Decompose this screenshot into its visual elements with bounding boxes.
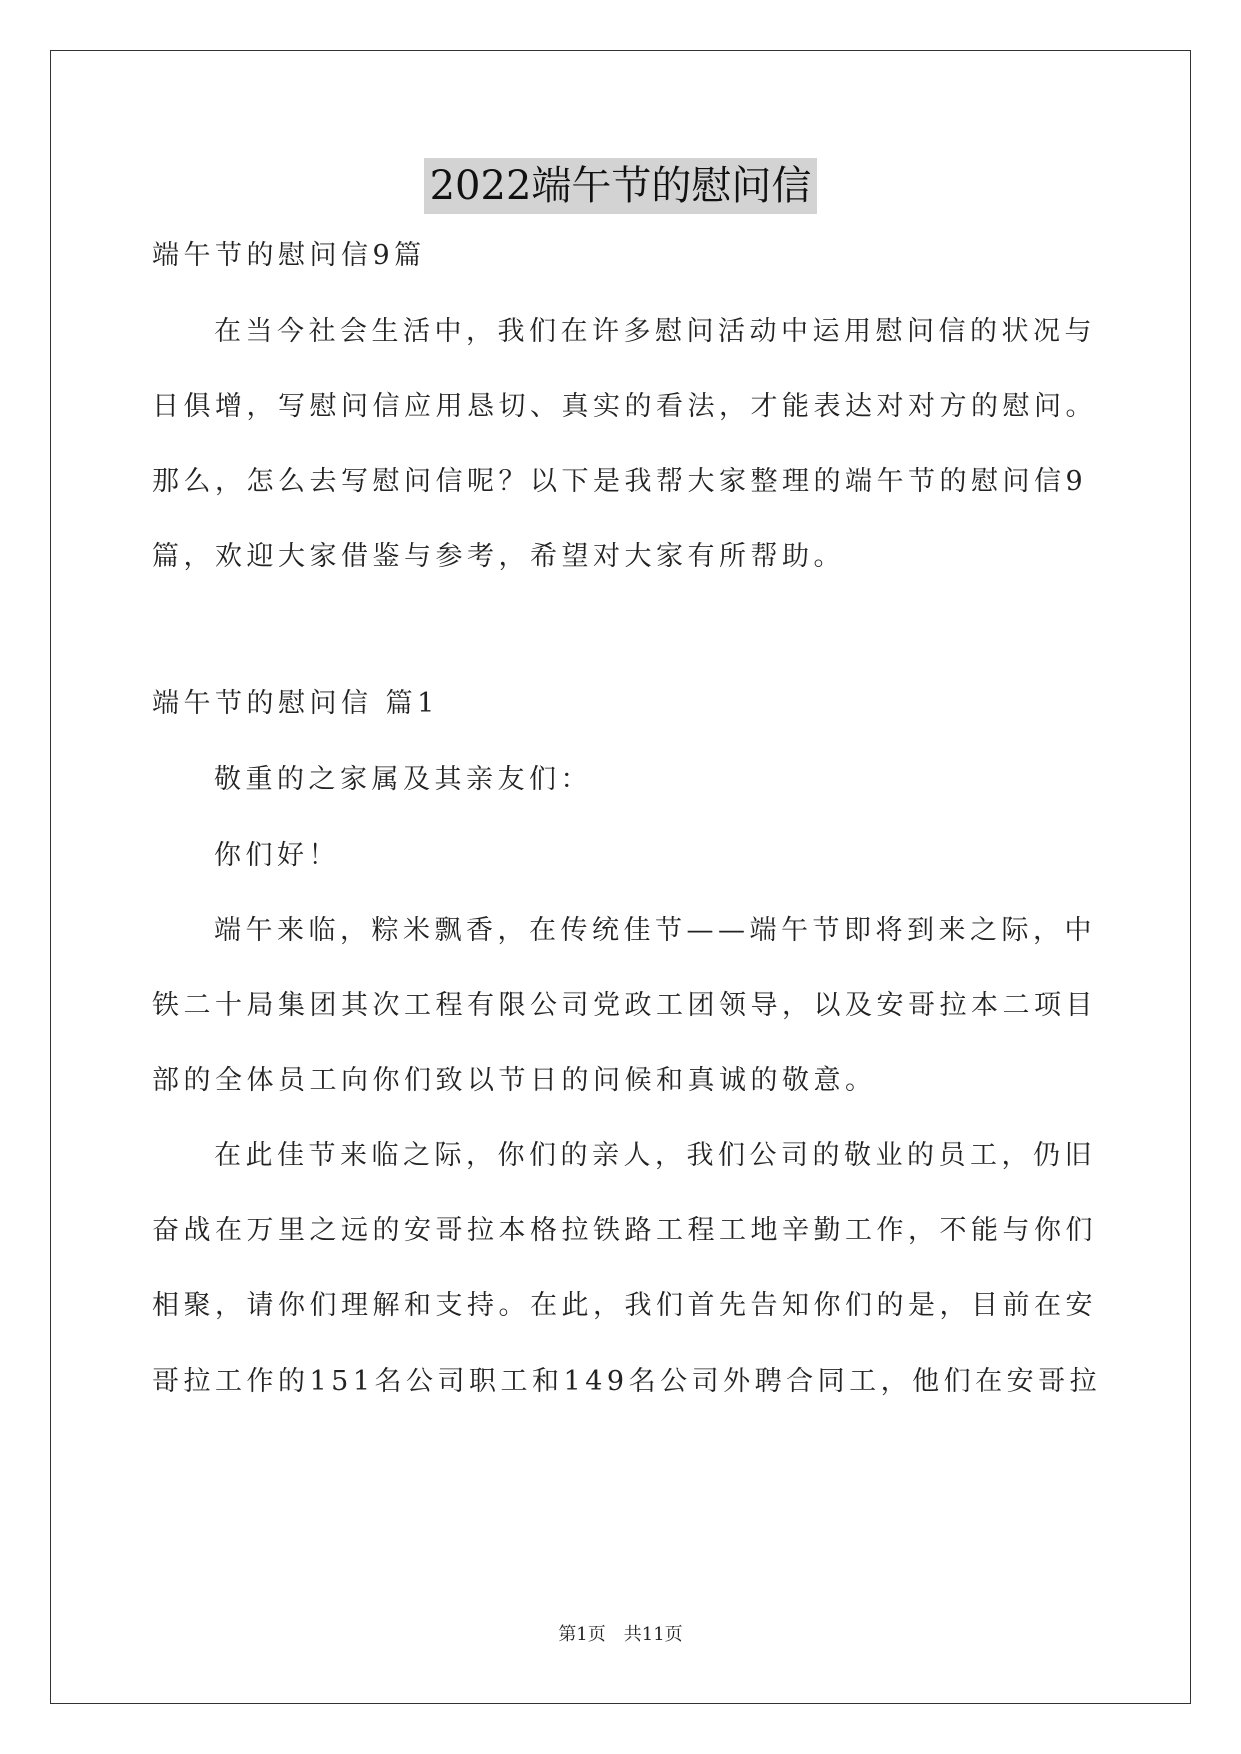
page-number: 第1页 共11页 (558, 1624, 683, 1645)
paragraph-line: 在此佳节来临之际，你们的亲人，我们公司的敬业的员工，仍旧 (214, 1140, 1096, 1171)
paragraph-line: 端午来临，粽米飘香，在传统佳节——端午节即将到来之际，中 (214, 915, 1096, 946)
paragraph-line: 奋战在万里之远的安哥拉本格拉铁路工程工地辛勤工作，不能与你们 (152, 1215, 1097, 1246)
paragraph-line: 那么，怎么去写慰问信呢？以下是我帮大家整理的端午节的慰问信9 (152, 466, 1088, 497)
document-title-text: 2022端午节的慰问信 (424, 158, 818, 214)
section-heading: 端午节的慰问信 篇1 (152, 688, 439, 719)
greeting-line: 你们好！ (214, 840, 340, 871)
paragraph-line: 在当今社会生活中，我们在许多慰问活动中运用慰问信的状况与 (214, 316, 1096, 347)
page-frame (50, 50, 1191, 1704)
subtitle-line: 端午节的慰问信9篇 (152, 240, 426, 271)
paragraph-line: 部的全体员工向你们致以节日的问候和真诚的敬意。 (152, 1065, 877, 1096)
salutation-line: 敬重的之家属及其亲友们： (214, 764, 592, 795)
document-title (0, 158, 1241, 214)
paragraph-line: 铁二十局集团其次工程有限公司党政工团领导，以及安哥拉本二项目 (152, 990, 1097, 1021)
paragraph-line: 篇，欢迎大家借鉴与参考，希望对大家有所帮助。 (152, 541, 845, 572)
paragraph-line: 日俱增，写慰问信应用恳切、真实的看法，才能表达对对方的慰问。 (152, 391, 1097, 422)
page-footer (0, 1623, 1241, 1647)
paragraph-line: 相聚，请你们理解和支持。在此，我们首先告知你们的是，目前在安 (152, 1290, 1097, 1321)
paragraph-line: 哥拉工作的151名公司职工和149名公司外聘合同工，他们在安哥拉 (152, 1366, 1102, 1397)
